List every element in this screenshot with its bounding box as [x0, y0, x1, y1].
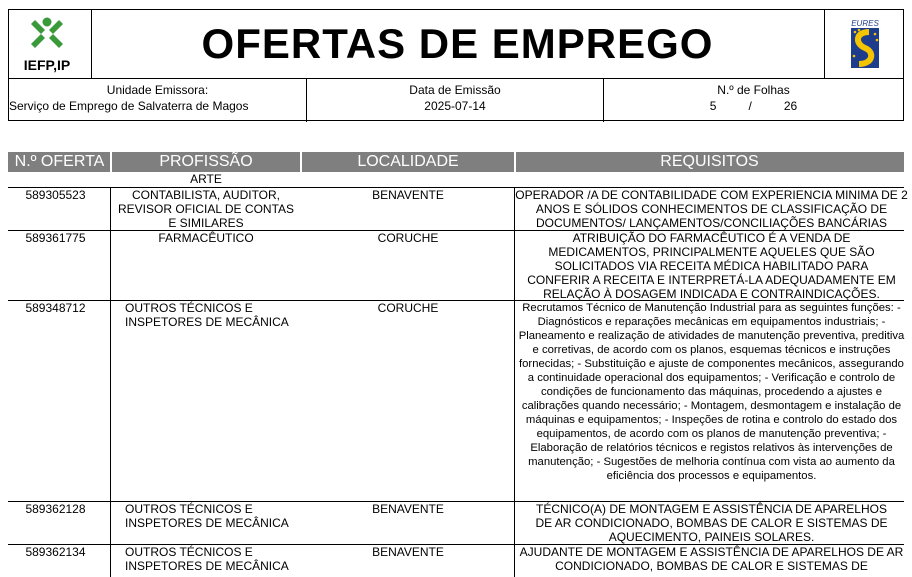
table-row	[8, 544, 904, 577]
svg-text:IEFP,IP: IEFP,IP	[23, 57, 71, 73]
page-title: OFERTAS DE EMPREGO	[201, 20, 714, 67]
oferta-number: 589361775	[25, 231, 86, 245]
profissao: OUTROS TÉCNICOS E INSPETORES DE MECÂNICA	[125, 301, 289, 329]
table-row-continuation	[8, 172, 904, 187]
localidade: BENAVENTE	[372, 502, 444, 516]
meta-row	[9, 78, 903, 122]
col-header-localidade: LOCALIDADE	[357, 153, 459, 170]
requisitos: ATRIBUIÇÃO DO FARMACÊUTICO É A VENDA DE MEDICAMENTOS, PRINCIPALMENTE AQUELES QUE SÃO SOLICITADOS VIA RECEITA MÉDICA HABILITADO PARA CONFERIR A RECEITA E INTERPRETÁ-LA ADEQUADAMENTE EM RELAÇÃO À DOSAGEM INDICADA E CONTRAINDICAÇÕES.	[527, 231, 896, 301]
profissao-continuation: ARTE	[190, 172, 222, 186]
localidade: BENAVENTE	[372, 545, 444, 559]
table-row	[8, 501, 904, 544]
eures-logo-icon	[825, 10, 905, 78]
title-cell	[91, 10, 824, 78]
table-header	[8, 152, 904, 172]
col-header-profissao: PROFISSÃO	[159, 153, 253, 170]
svg-text:EURES: EURES	[851, 19, 879, 28]
oferta-number: 589348712	[25, 301, 86, 315]
col-header-oferta: N.º OFERTA	[14, 153, 105, 170]
oferta-number: 589362134	[25, 545, 86, 559]
table-row	[8, 230, 904, 300]
unidade-emissora	[9, 79, 307, 122]
data-label: Data de Emissão	[409, 83, 501, 97]
folha-total: 26	[783, 99, 798, 113]
iefp-logo	[9, 10, 92, 78]
document-header	[8, 9, 904, 121]
requisitos: Recrutamos Técnico de Manutenção Industrial para as seguintes funções: - Diagnósticos e reparações mecânicas em equipamentos industriais; - Planeamento e realização de atividades de manutenção preventiva, preditiva e corretivas, de acordo com os planos, esquemas técnicos e instruções fornecidas; - Substituição e ajuste de componentes mecânicos, assegurando a continuidade operacional dos equipamentos; - Verificação e controlo de condições de funcionamento das máquinas, procedendo a ajustes e calibrações quando necessário; - Montagem, desmontagem e instalação de máquinas e equipamentos; - Inspeções de rotina e controlo do estado dos equipamentos, de acordo com os planos de manutenção preventiva; - Elaboração de relatórios técnicos e registos relativos às intervenções de manutenção; - Sugestões de melhoria contínua com vista ao aumento da eficiência dos processos e equipamentos.	[518, 302, 905, 482]
iefp-logo-icon	[9, 10, 91, 78]
unidade-value: Serviço de Emprego de Salvaterra de Magos	[9, 99, 249, 113]
profissao: OUTROS TÉCNICOS E INSPETORES DE MECÂNICA	[125, 545, 289, 573]
oferta-number: 589362128	[25, 502, 86, 516]
folha-atual: 5	[709, 99, 717, 113]
localidade: BENAVENTE	[372, 188, 444, 202]
requisitos: OPERADOR /A DE CONTABILIDADE COM EXPERIENCIA MINIMA DE 2 ANOS E SÓLIDOS CONHECIMENTOS DE CLASSIFICAÇÃO DE DOCUMENTOS/ LANÇAMENTOS/CONCILIAÇÕES BANCÁRIAS	[515, 188, 908, 230]
oferta-number: 589305523	[25, 188, 86, 202]
col-header-requisitos: REQUISITOS	[660, 153, 759, 170]
table-row	[8, 187, 908, 230]
eures-logo	[824, 10, 905, 78]
localidade: CORUCHE	[377, 231, 439, 245]
folhas-value	[604, 98, 903, 114]
offers-table	[8, 152, 908, 577]
requisitos: TÉCNICO(A) DE MONTAGEM E ASSISTÊNCIA DE APARELHOS DE AR CONDICIONADO, BOMBAS DE CALOR E SISTEMAS DE AQUECIMENTO, PAINEIS SOLARES.	[535, 502, 888, 544]
localidade: CORUCHE	[377, 301, 439, 315]
folhas-label: N.º de Folhas	[717, 83, 790, 97]
numero-folhas	[604, 79, 903, 122]
table-row	[8, 300, 904, 501]
requisitos: AJUDANTE DE MONTAGEM E ASSISTÊNCIA DE APARELHOS DE AR CONDICIONADO, BOMBAS DE CALOR E SISTEMAS DE	[519, 545, 904, 573]
folha-separator: /	[748, 99, 752, 113]
data-value: 2025-07-14	[424, 99, 486, 113]
unidade-label: Unidade Emissora:	[106, 83, 209, 97]
data-emissao	[307, 79, 604, 122]
profissao: CONTABILISTA, AUDITOR, REVISOR OFICIAL DE CONTAS E SIMILARES	[117, 188, 295, 230]
profissao: OUTROS TÉCNICOS E INSPETORES DE MECÂNICA	[125, 502, 289, 530]
profissao: FARMACÊUTICO	[158, 231, 254, 245]
